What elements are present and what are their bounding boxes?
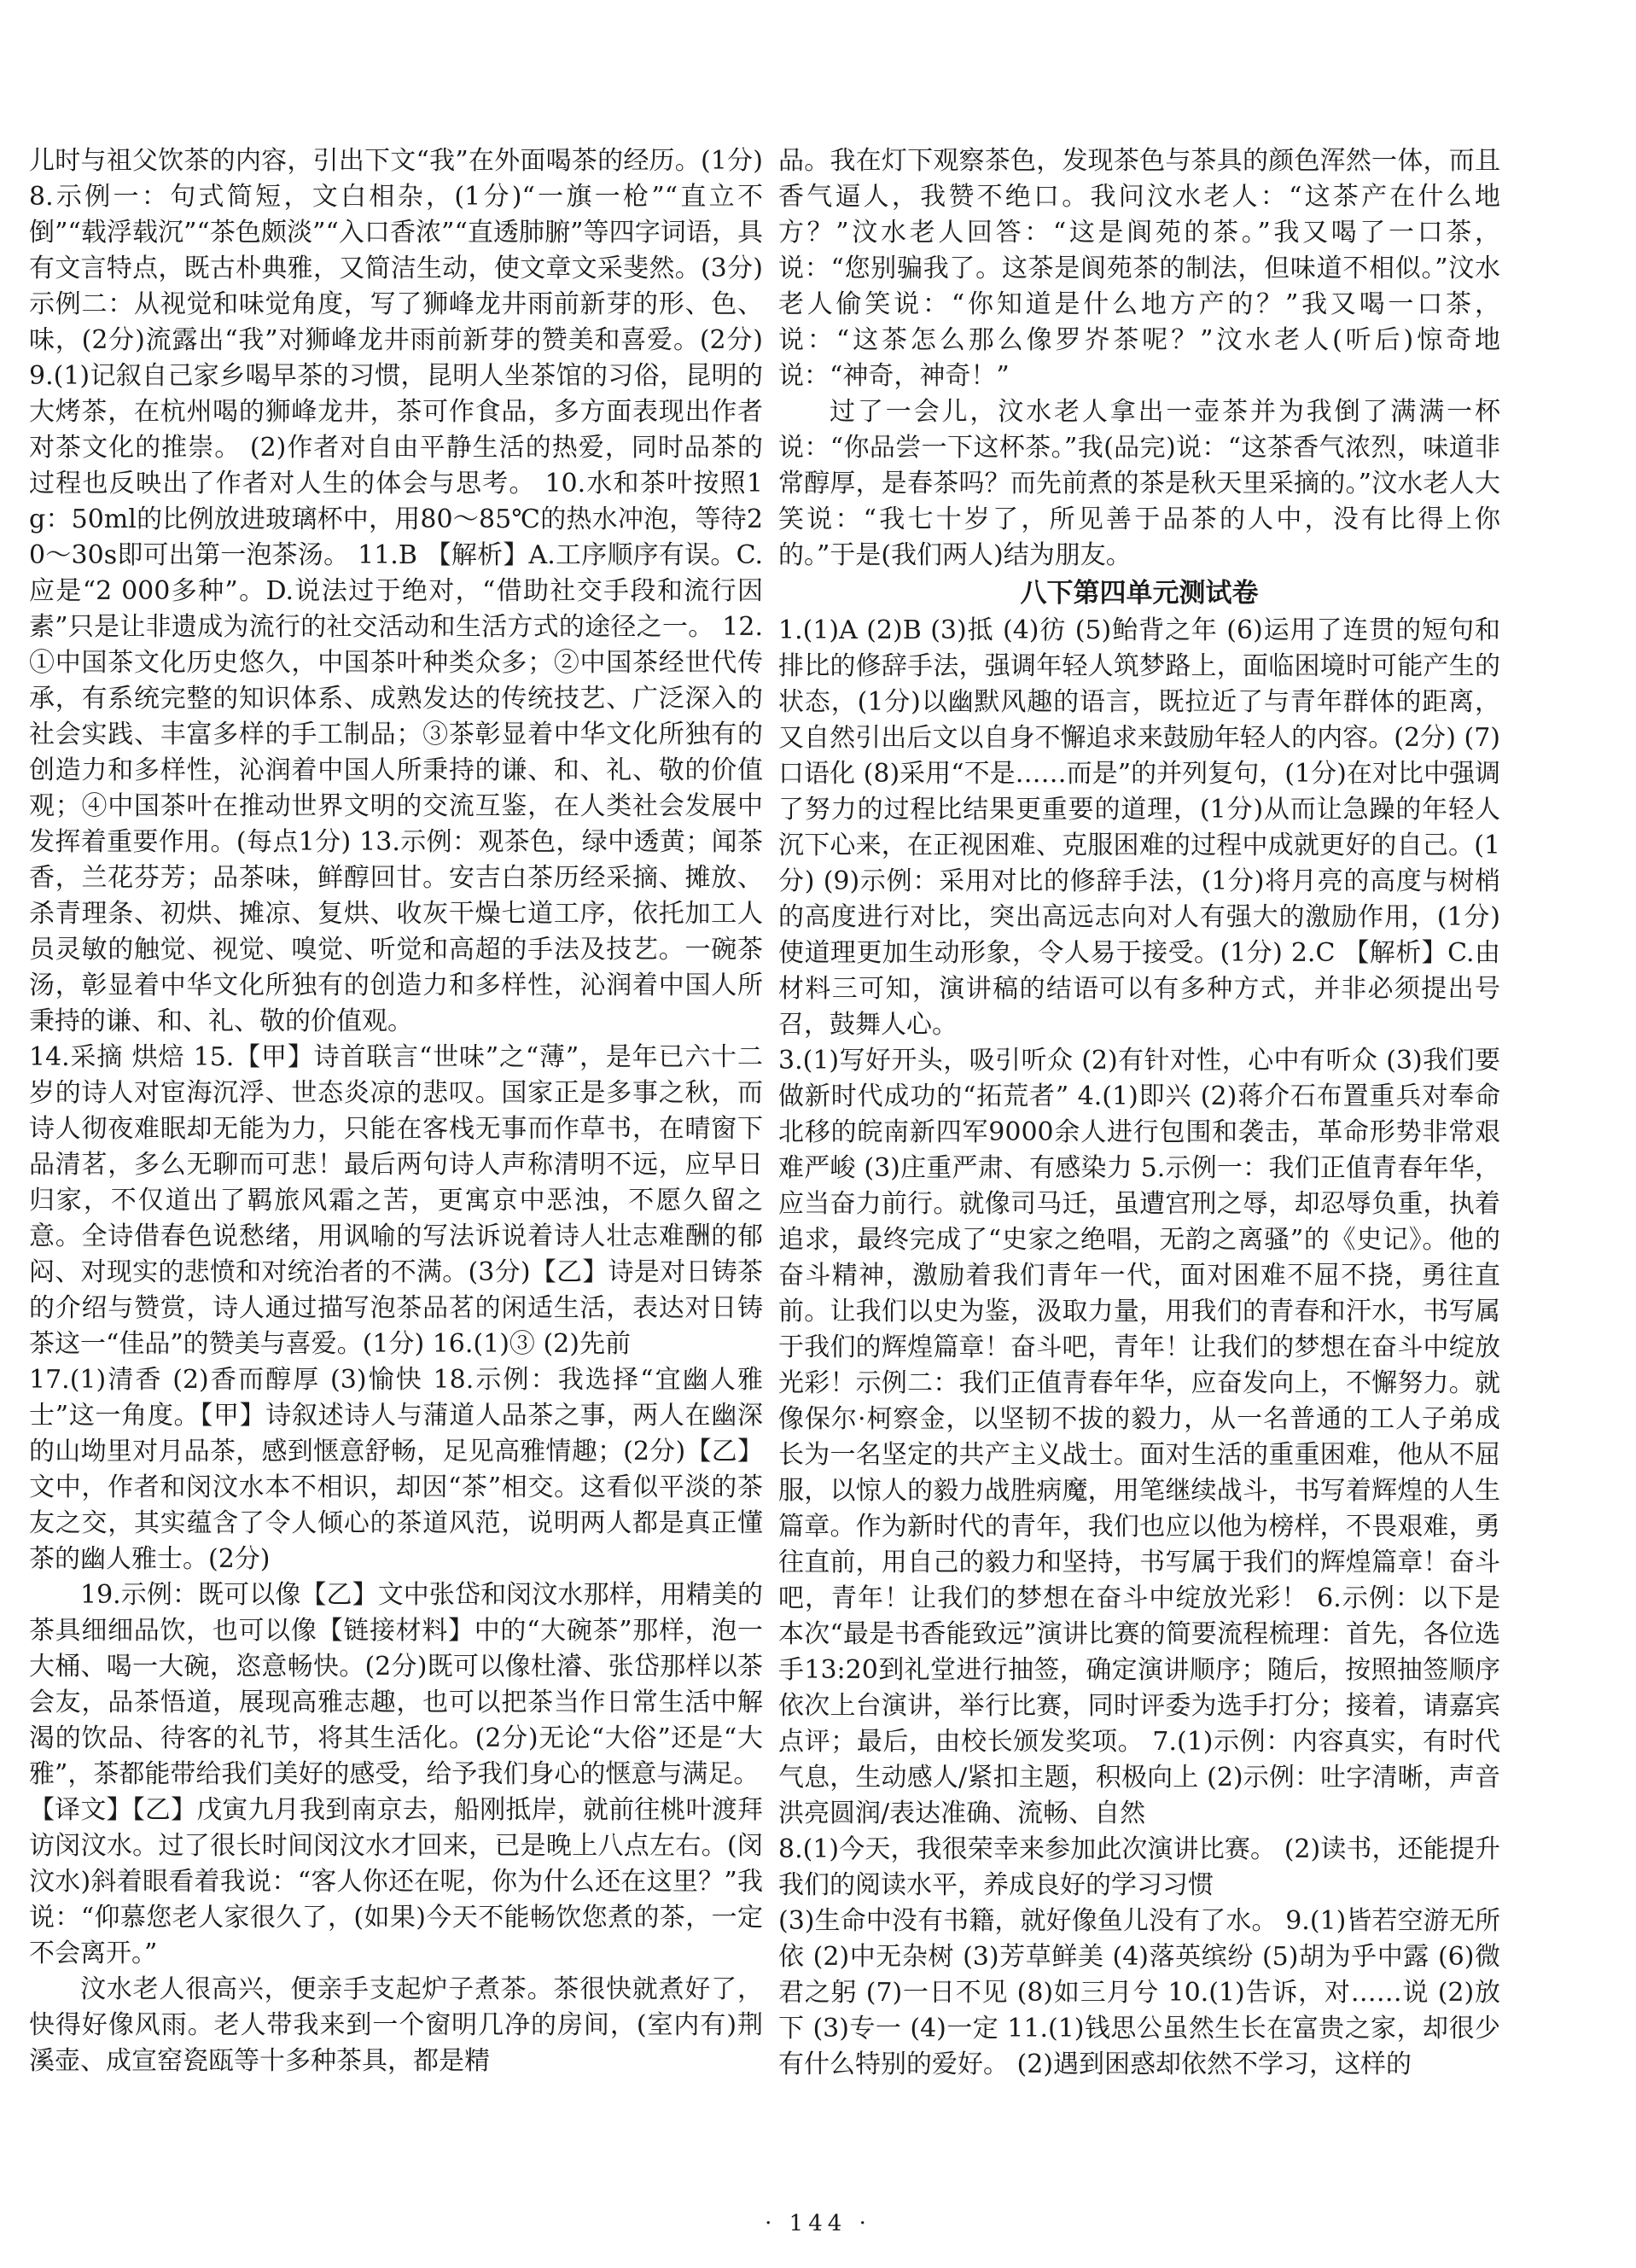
- answer-text-block: 14.采摘 烘焙 15.【甲】诗首联言“世味”之“薄”，是年已六十二岁的诗人对宦海沉浮、世态炎凉的悲叹。国家正是多事之秋，而诗人彻夜难眠却无能为力，只能在客栈无事而作草书，在晴窗下品清茗，多么无聊而可悲！最后两句诗人声称清明不远，应早日归家，不仅道出了羁旅风霜之苦，更寓京中恶浊，不愿久留之意。全诗借春色说愁绪，用讽喻的写法诉说着诗人壮志难酬的郁闷、对现实的悲愤和对统治者的不满。(3分)【乙】诗是对日铸茶的介绍与赞赏，诗人通过描写泡茶品茗的闲适生活，表达对日铸茶这一“佳品”的赞美与喜爱。(1分) 16.(1)③ (2)先前: [29, 1042, 763, 1359]
- translation-paragraph: 过了一会儿，汶水老人拿出一壶茶并为我倒了满满一杯说：“你品尝一下这杯茶。”我(品完)说：“这茶香气浓烈，味道非常醇厚，是春茶吗？而先前煮的茶是秋天里采摘的。”汶水老人大笑说：“我七十岁了，所见善于品茶的人中，没有比得上你的。”于是(我们两人)结为朋友。: [778, 397, 1500, 570]
- section-title: 八下第四单元测试卷: [1020, 578, 1259, 609]
- answer-text-block: 17.(1)清香 (2)香而醇厚 (3)愉快 18.示例：我选择“宜幽人雅士”这一角度。【甲】诗叙述诗人与蒲道人品茶之事，两人在幽深的山坳里对月品茶，感到惬意舒畅，足见高雅情趣；(2分)【乙】文中，作者和闵汶水本不相识，却因“茶”相交。这看似平淡的茶友之交，其实蕴含了令人倾心的茶道风范，说明两人都是真正懂茶的幽人雅士。(2分): [29, 1365, 763, 1574]
- answer-text-block: 8.(1)今天，我很荣幸来参加此次演讲比赛。 (2)读书，还能提升我们的阅读水平，养成良好的学习习惯: [778, 1834, 1500, 1900]
- answer-text-block: (3)生命中没有书籍，就好像鱼儿没有了水。 9.(1)皆若空游无所依 (2)中无杂树 (3)芳草鲜美 (4)落英缤纷 (5)胡为乎中露 (6)微君之躬 (7)一日不见 (8)如三月兮 10.(1)告诉，对……说 (2)放下 (3)专一 (4)一定 11.(1)钱思公虽然生长在富贵之家，却很少有什么特别的爱好。 (2)遇到困惑却依然不学习，这样的: [778, 1906, 1500, 2079]
- page-number: · 144 ·: [765, 2211, 871, 2236]
- answer-text-block: 1.(1)A (2)B (3)抵 (4)彷 (5)鲐背之年 (6)运用了连贯的短句和排比的修辞手法，强调年轻人筑梦路上，面临困境时可能产生的状态，(1分)以幽默风趣的语言，既拉近了与青年群体的距离，又自然引出后文以自身不懈追求来鼓励年轻人的内容。(2分) (7)口语化 (8)采用“不是……而是”的并列复句，(1分)在对比中强调了努力的过程比结果更重要的道理，(1分)从而让急躁的年轻人沉下心来，在正视困难、克服困难的过程中成就更好的自己。(1分) (9)示例：采用对比的修辞手法，(1分)将月亮的高度与树梢的高度进行对比，突出高远志向对人有强大的激励作用，(1分)使道理更加生动形象，令人易于接受。(1分) 2.C 【解析】C.由材料三可知，演讲稿的结语可以有多种方式，并非必须提出号召，鼓舞人心。: [778, 615, 1500, 1040]
- answer-text-block: 儿时与祖父饮茶的内容，引出下文“我”在外面喝茶的经历。(1分) 8.示例一：句式简短，文白相杂，(1分)“一旗一枪”“直立不倒”“载浮载沉”“茶色颇淡”“入口香浓”“直透肺腑”等四字词语，具有文言特点，既古朴典雅，又简洁生动，使文章文采斐然。(3分)示例二：从视觉和味觉角度，写了狮峰龙井雨前新芽的形、色、味，(2分)流露出“我”对狮峰龙井雨前新芽的赞美和喜爱。(2分) 9.(1)记叙自己家乡喝早茶的习惯，昆明人坐茶馆的习俗，昆明的大烤茶，在杭州喝的狮峰龙井，茶可作食品，多方面表现出作者对茶文化的推崇。 (2)作者对自由平静生活的热爱，同时品茶的过程也反映出了作者对人生的体会与思考。 10.水和茶叶按照1g：50ml的比例放进玻璃杯中，用80～85℃的热水冲泡，等待20～30s即可出第一泡茶汤。 11.B 【解析】A.工序顺序有误。C.应是“2 000多种”。D.说法过于绝对，“借助社交手段和流行因素”只是让非遗成为流行的社交活动和生活方式的途径之一。 12.①中国茶文化历史悠久，中国茶叶种类众多；②中国茶经世代传承，有系统完整的知识体系、成熟发达的传统技艺、广泛深入的社会实践、丰富多样的手工制品；③茶彰显着中华文化所独有的创造力和多样性，沁润着中国人所秉持的谦、和、礼、敬的价值观；④中国茶叶在推动世界文明的交流互鉴，在人类社会发展中发挥着重要作用。(每点1分) 13.示例：观茶色，绿中透黄；闻茶香，兰花芬芳；品茶味，鲜醇回甘。安吉白茶历经采摘、摊放、杀青理条、初烘、摊凉、复烘、收灰干燥七道工序，依托加工人员灵敏的触觉、视觉、嗅觉、听觉和高超的手法及技艺。一碗茶汤，彰显着中华文化所独有的创造力和多样性，沁润着中国人所秉持的谦、和、礼、敬的价值观。: [29, 146, 763, 1036]
- answer-19: 19.示例：既可以像【乙】文中张岱和闵汶水那样，用精美的茶具细细品饮，也可以像【链接材料】中的“大碗茶”那样，泡一大桶、喝一大碗，恣意畅快。(2分)既可以像杜濬、张岱那样以茶会友，品茶悟道，展现高雅志趣，也可以把茶当作日常生活中解渴的饮品、待客的礼节，将其生活化。(2分)无论“大俗”还是“大雅”，茶都能带给我们美好的感受，给予我们身心的惬意与满足。: [29, 1580, 763, 1789]
- translation-paragraph: 品。我在灯下观察茶色，发现茶色与茶具的颜色浑然一体，而且香气逼人，我赞不绝口。我问汶水老人：“这茶产在什么地方？”汶水老人回答：“这是阆苑的茶。”我又喝了一口茶，说：“您别骗我了。这茶是阆苑茶的制法，但味道不相似。”汶水老人偷笑说：“你知道是什么地方产的？”我又喝一口茶，说：“这茶怎么那么像罗岕茶呢？”汶水老人(听后)惊奇地说：“神奇，神奇！”: [778, 146, 1500, 391]
- translation-head: 【译文】【乙】戊寅九月我到南京去，船刚抵岸，就前往桃叶渡拜访闵汶水。过了很长时间闵汶水才回来，已是晚上八点左右。(闵汶水)斜着眼看着我说：“客人你还在呢，你为什么还在这里？”我说：“仰慕您老人家很久了，(如果)今天不能畅饮您煮的茶，一定不会离开。”: [29, 1795, 763, 1968]
- answer-text-block: 3.(1)写好开头，吸引听众 (2)有针对性，心中有听众 (3)我们要做新时代成功的“拓荒者” 4.(1)即兴 (2)蒋介石布置重兵对奉命北移的皖南新四军9000余人进行包围和袭击，革命形势非常艰难严峻 (3)庄重严肃、有感染力 5.示例一：我们正值青春年华，应当奋力前行。就像司马迁，虽遭宫刑之辱，却忍辱负重，执着追求，最终完成了“史家之绝唱，无韵之离骚”的《史记》。他的奋斗精神，激励着我们青年一代，面对困难不屈不挠，勇往直前。让我们以史为鉴，汲取力量，用我们的青春和汗水，书写属于我们的辉煌篇章！奋斗吧，青年！让我们的梦想在奋斗中绽放光彩！示例二：我们正值青春年华，应奋发向上，不懈努力。就像保尔·柯察金，以坚韧不拔的毅力，从一名普通的工人子弟成长为一名坚定的共产主义战士。面对生活的重重困难，他从不屈服，以惊人的毅力战胜病魔，用笔继续战斗，书写着辉煌的人生篇章。作为新时代的青年，我们也应以他为榜样，不畏艰难，勇往直前，用自己的毅力和坚持，书写属于我们的辉煌篇章！奋斗吧，青年！让我们的梦想在奋斗中绽放光彩！ 6.示例：以下是本次“最是书香能致远”演讲比赛的简要流程梳理：首先，各位选手13:20到礼堂进行抽签，确定演讲顺序；随后，按照抽签顺序依次上台演讲，举行比赛，同时评委为选手打分；接着，请嘉宾点评；最后，由校长颁发奖项。 7.(1)示例：内容真实，有时代气息，生动感人/紧扣主题，积极向上 (2)示例：吐字清晰，声音洪亮圆润/表达准确、流畅、自然: [778, 1046, 1500, 1828]
- left-column: [29, 143, 763, 2079]
- translation-paragraph: 汶水老人很高兴，便亲手支起炉子煮茶。茶很快就煮好了，快得好像风雨。老人带我来到一个窗明几净的房间，(室内有)荆溪壶、成宣窑瓷瓯等十多种茶具，都是精: [29, 1974, 763, 2076]
- right-column: [778, 143, 1500, 2083]
